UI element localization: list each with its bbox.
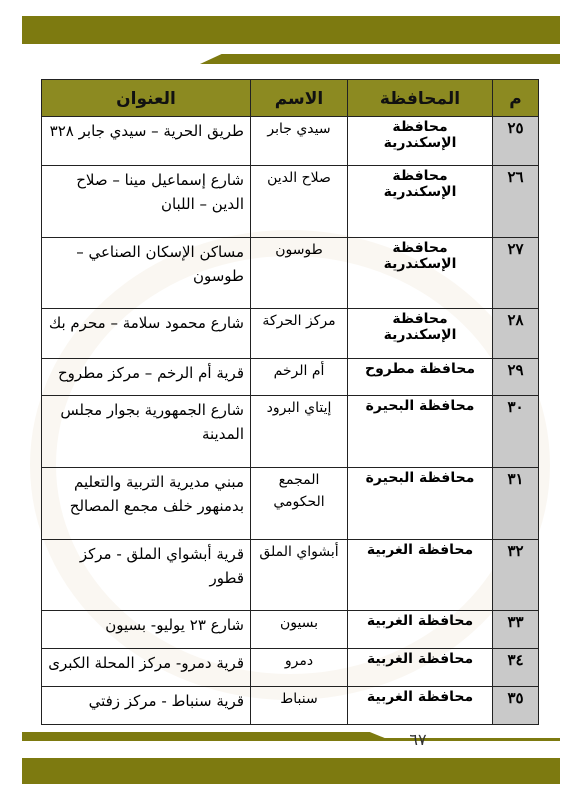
row-name: سيدي جابر bbox=[251, 117, 348, 166]
row-governorate: محافظة الإسكندرية bbox=[348, 309, 493, 358]
row-address: قرية أم الرخم – مركز مطروح bbox=[42, 358, 251, 396]
table-row bbox=[42, 358, 539, 396]
table-row bbox=[42, 649, 539, 687]
row-name: دمرو bbox=[251, 649, 348, 687]
row-name: إيتاي البرود bbox=[251, 396, 348, 468]
row-number: ٢٥ bbox=[493, 117, 539, 166]
row-address: قرية سنباط - مركز زفتي bbox=[42, 687, 251, 725]
row-number: ٣٠ bbox=[493, 396, 539, 468]
row-name: أبشواي الملق bbox=[251, 539, 348, 611]
table-row bbox=[42, 309, 539, 358]
row-address: شارع محمود سلامة – محرم بك bbox=[42, 309, 251, 358]
row-number: ٢٧ bbox=[493, 237, 539, 309]
table-row bbox=[42, 117, 539, 166]
page-number: ٦٧ bbox=[409, 730, 427, 749]
row-number: ٢٨ bbox=[493, 309, 539, 358]
row-address: طريق الحرية – سيدي جابر ٣٢٨ bbox=[42, 117, 251, 166]
row-address: شارع الجمهورية بجوار مجلس المدينة bbox=[42, 396, 251, 468]
table-row bbox=[42, 396, 539, 468]
branches-table bbox=[41, 79, 539, 725]
header-band bbox=[22, 16, 560, 44]
header-accent-stripe bbox=[200, 54, 560, 64]
row-name: طوسون bbox=[251, 237, 348, 309]
row-governorate: محافظة الإسكندرية bbox=[348, 166, 493, 238]
row-governorate: محافظة الغربية bbox=[348, 687, 493, 725]
row-number: ٣٢ bbox=[493, 539, 539, 611]
row-governorate: محافظة الغربية bbox=[348, 649, 493, 687]
row-governorate: محافظة البحيرة bbox=[348, 468, 493, 540]
header-address: العنوان bbox=[42, 80, 251, 117]
row-number: ٣٤ bbox=[493, 649, 539, 687]
row-governorate: محافظة الغربية bbox=[348, 611, 493, 649]
row-number: ٣٥ bbox=[493, 687, 539, 725]
row-address: شارع إسماعيل مينا – صلاح الدين – اللبان bbox=[42, 166, 251, 238]
row-name: صلاح الدين bbox=[251, 166, 348, 238]
footer-rule bbox=[22, 738, 560, 741]
header-name: الاسم bbox=[251, 80, 348, 117]
table-row bbox=[42, 687, 539, 725]
row-governorate: محافظة الإسكندرية bbox=[348, 117, 493, 166]
row-address: قرية أبشواي الملق - مركز قطور bbox=[42, 539, 251, 611]
row-number: ٣٣ bbox=[493, 611, 539, 649]
row-governorate: محافظة الغربية bbox=[348, 539, 493, 611]
row-number: ٣١ bbox=[493, 468, 539, 540]
row-name: بسيون bbox=[251, 611, 348, 649]
table-row bbox=[42, 468, 539, 540]
row-name: المجمع الحكومي bbox=[251, 468, 348, 540]
row-governorate: محافظة مطروح bbox=[348, 358, 493, 396]
row-number: ٢٦ bbox=[493, 166, 539, 238]
row-number: ٢٩ bbox=[493, 358, 539, 396]
row-name: سنباط bbox=[251, 687, 348, 725]
table-row bbox=[42, 237, 539, 309]
row-name: أم الرخم bbox=[251, 358, 348, 396]
row-name: مركز الحركة bbox=[251, 309, 348, 358]
row-address: شارع ٢٣ يوليو- بسيون bbox=[42, 611, 251, 649]
footer-band bbox=[22, 758, 560, 784]
row-address: مساكن الإسكان الصناعي – طوسون bbox=[42, 237, 251, 309]
table-row bbox=[42, 539, 539, 611]
row-governorate: محافظة البحيرة bbox=[348, 396, 493, 468]
table-row bbox=[42, 166, 539, 238]
table-row bbox=[42, 611, 539, 649]
header-number: م bbox=[493, 80, 539, 117]
header-governorate: المحافظة bbox=[348, 80, 493, 117]
table-header-row bbox=[42, 80, 539, 117]
row-governorate: محافظة الإسكندرية bbox=[348, 237, 493, 309]
row-address: قرية دمرو- مركز المحلة الكبرى bbox=[42, 649, 251, 687]
row-address: مبني مديرية التربية والتعليم بدمنهور خلف مجمع المصالح bbox=[42, 468, 251, 540]
